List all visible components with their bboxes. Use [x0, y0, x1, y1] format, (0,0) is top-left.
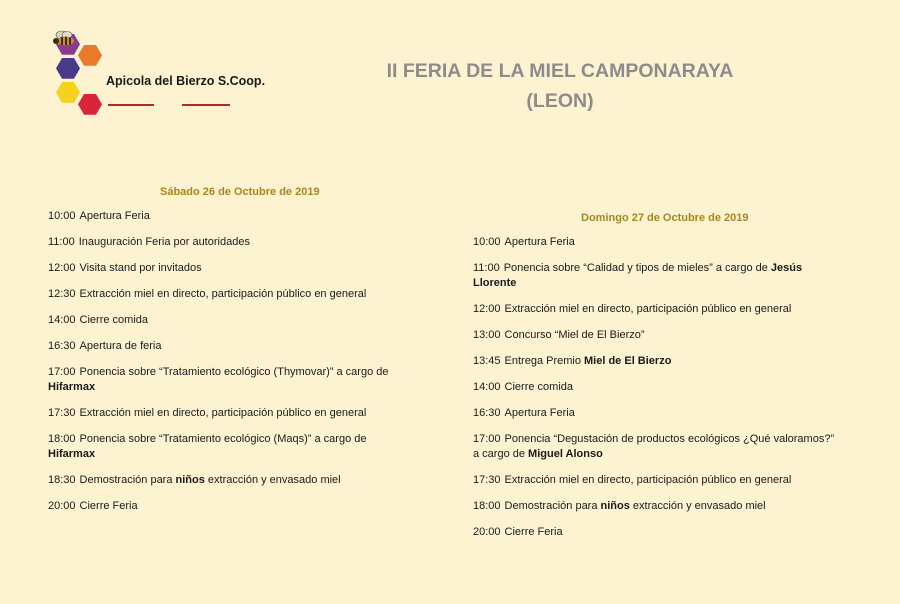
- item-time: 20:00: [473, 526, 501, 538]
- item-second-line: [473, 276, 853, 291]
- item-time: 12:00: [48, 262, 76, 274]
- item-time: 17:00: [473, 433, 501, 445]
- saturday-list: [48, 209, 428, 514]
- item-speaker: Llorente: [473, 277, 517, 289]
- hex-orange: [78, 45, 102, 66]
- item-text: Extracción miel en directo, participación público en general: [79, 288, 367, 300]
- schedule-item: [473, 473, 853, 488]
- schedule-item: [473, 328, 853, 343]
- item-time: 16:30: [473, 407, 501, 419]
- item-second-line: [473, 447, 853, 462]
- item-time: 17:30: [48, 407, 76, 419]
- title-line-1: II FERIA DE LA MIEL CAMPONARAYA: [386, 60, 734, 82]
- schedule-item: [473, 302, 853, 317]
- saturday-heading: Sábado 26 de Octubre de 2019: [160, 186, 320, 198]
- schedule-item: [48, 287, 428, 302]
- item-text: Cierre comida: [79, 314, 148, 326]
- title-line-2: (LEON): [526, 90, 594, 112]
- page-title: [330, 56, 790, 116]
- sunday-list: [473, 235, 853, 540]
- item-text: Inauguración Feria por autoridades: [78, 236, 250, 248]
- logo-name: Apicola del Bierzo S.Coop.: [106, 74, 266, 88]
- item-text: Ponencia sobre “Tratamiento ecológico (Maqs)” a cargo de: [79, 433, 367, 445]
- item-time: 10:00: [48, 210, 76, 222]
- schedule-item: [48, 432, 428, 462]
- item-second-line: [48, 447, 428, 462]
- schedule-item: [473, 235, 853, 250]
- item-highlight: niños: [600, 500, 630, 512]
- item-text-end: extracción y envasado miel: [204, 474, 341, 486]
- item-time: 18:00: [473, 500, 501, 512]
- item-text: Ponencia sobre “Calidad y tipos de mieles” a cargo de: [503, 262, 771, 274]
- item-highlight: Jesús: [770, 262, 803, 274]
- item-text: Apertura de feria: [79, 340, 162, 352]
- item-text: Apertura Feria: [504, 236, 575, 248]
- item-text: Demostración para: [79, 474, 176, 486]
- item-speaker: Hifarmax: [48, 448, 96, 460]
- item-text: Ponencia sobre “Tratamiento ecológico (Thymovar)” a cargo de: [79, 366, 389, 378]
- logo-underline-left: [108, 104, 154, 106]
- item-time: 13:00: [473, 329, 501, 341]
- schedule-item: [473, 380, 853, 395]
- item-text: Demostración para: [504, 500, 601, 512]
- sunday-schedule: [473, 212, 853, 551]
- schedule-item: [473, 499, 853, 514]
- schedule-item: [48, 313, 428, 328]
- item-time: 20:00: [48, 500, 76, 512]
- item-highlight: niños: [175, 474, 205, 486]
- item-text: Visita stand por invitados: [79, 262, 202, 274]
- item-time: 10:00: [473, 236, 501, 248]
- item-time: 14:00: [48, 314, 76, 326]
- schedule-item: [48, 406, 428, 421]
- logo-underline-right: [182, 104, 230, 106]
- item-time: 14:00: [473, 381, 501, 393]
- schedule-item: [473, 525, 853, 540]
- item-text: a cargo de: [473, 448, 529, 460]
- item-text: Extracción miel en directo, participación público en general: [79, 407, 367, 419]
- item-time: 17:30: [473, 474, 501, 486]
- schedule-item: [48, 261, 428, 276]
- schedule-item: [48, 473, 428, 488]
- hex-indigo: [56, 58, 80, 79]
- item-time: 12:00: [473, 303, 501, 315]
- item-highlight: Miel de El Bierzo: [584, 355, 672, 367]
- brand-logo: [52, 30, 266, 122]
- schedule-item: [48, 339, 428, 354]
- item-text: Cierre Feria: [79, 500, 138, 512]
- item-text: Apertura Feria: [504, 407, 575, 419]
- schedule-item: [473, 261, 853, 291]
- item-speaker: Hifarmax: [48, 381, 96, 393]
- item-text: Extracción miel en directo, participación público en general: [504, 303, 792, 315]
- item-text-end: extracción y envasado miel: [629, 500, 766, 512]
- item-speaker: Miguel Alonso: [528, 448, 603, 460]
- item-text: Cierre Feria: [504, 526, 563, 538]
- item-time: 18:00: [48, 433, 76, 445]
- item-second-line: [48, 380, 428, 395]
- schedule-item: [48, 235, 428, 250]
- item-time: 11:00: [473, 262, 500, 274]
- item-time: 11:00: [48, 236, 75, 248]
- item-time: 17:00: [48, 366, 76, 378]
- hex-yellow: [56, 82, 80, 103]
- item-time: 16:30: [48, 340, 76, 352]
- saturday-schedule: [48, 186, 428, 525]
- schedule-item: [48, 365, 428, 395]
- item-text: Cierre comida: [504, 381, 573, 393]
- schedule-item: [48, 209, 428, 224]
- schedule-item: [473, 406, 853, 421]
- item-time: 13:45: [473, 355, 501, 367]
- item-time: 12:30: [48, 288, 76, 300]
- schedule-item: [473, 432, 853, 462]
- hex-red: [78, 94, 102, 115]
- sunday-heading: Domingo 27 de Octubre de 2019: [581, 212, 749, 224]
- schedule-item: [48, 499, 428, 514]
- item-text: Extracción miel en directo, participación público en general: [504, 474, 792, 486]
- item-time: 18:30: [48, 474, 76, 486]
- item-text: Ponencia “Degustación de productos ecológicos ¿Qué valoramos?”: [504, 433, 835, 445]
- bee-icon: [52, 30, 78, 48]
- item-text: Apertura Feria: [79, 210, 150, 222]
- item-text: Entrega Premio: [504, 355, 585, 367]
- schedule-item: [473, 354, 853, 369]
- item-text: Concurso “Miel de El Bierzo”: [504, 329, 645, 341]
